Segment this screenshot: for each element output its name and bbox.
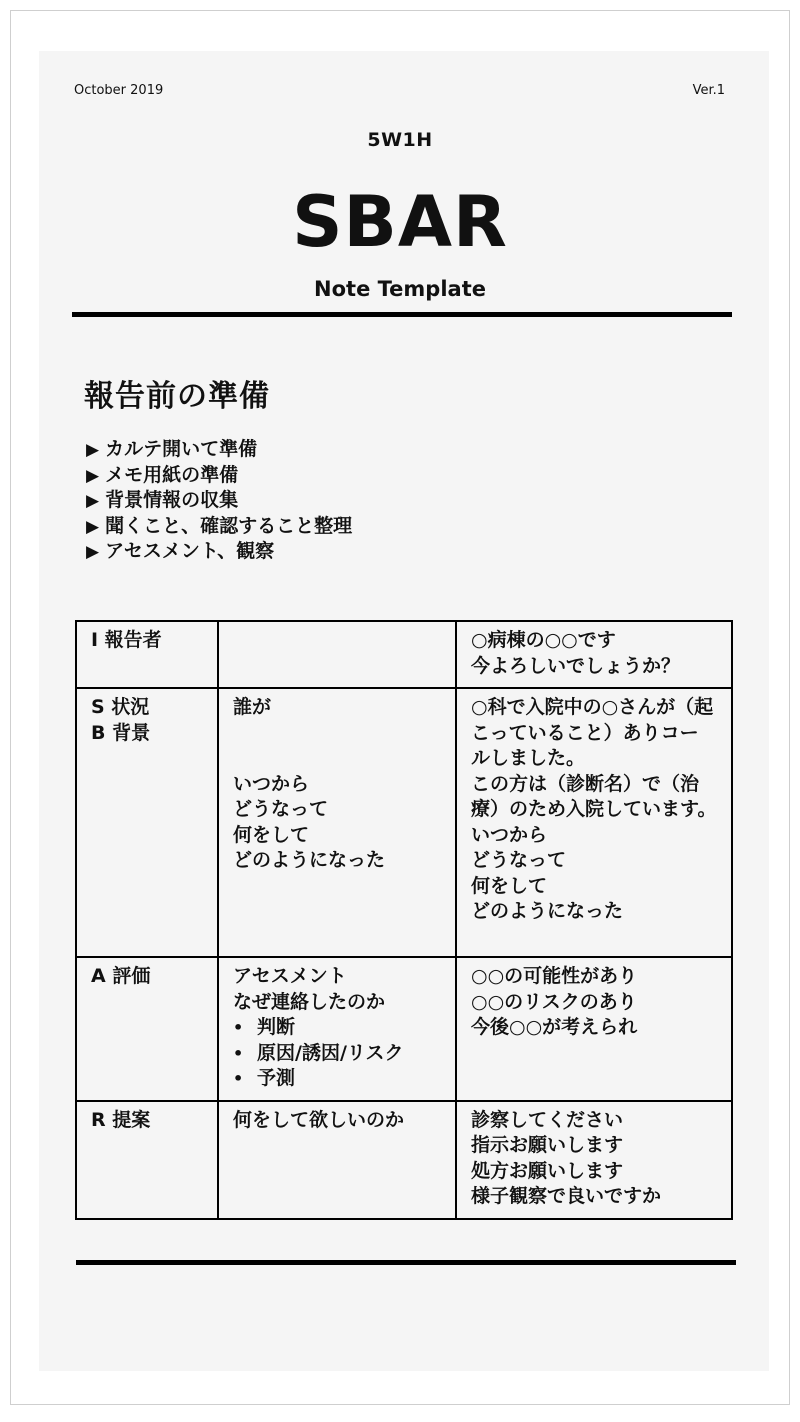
preparation-list <box>86 437 352 565</box>
example-line: 何をして <box>471 874 548 897</box>
example-line: ○科で入院中の○さんが（起こっていること）ありコールしました。 <box>471 696 714 769</box>
list-item: • 判断 <box>233 1015 441 1041</box>
example-line: この方は（診断名）で（治療）のため入院しています。 <box>471 772 717 820</box>
triangle-right-icon: ▶ <box>86 440 100 460</box>
list-item: • 予測 <box>233 1066 441 1092</box>
assessment-bullets <box>233 1015 441 1092</box>
row-label: R 提案 <box>91 1108 151 1131</box>
example-line: 今よろしいでしょうか？ <box>471 654 681 677</box>
sbar-table <box>75 620 733 1220</box>
prompt-line: いつから <box>233 772 310 795</box>
example-line: どのようになった <box>471 900 624 922</box>
tagline: Note Template <box>314 277 486 301</box>
example-line: 今後○○が考えられ <box>471 1016 638 1038</box>
prompt-line: なぜ連絡したのか <box>233 990 386 1013</box>
triangle-right-icon: ▶ <box>86 516 100 537</box>
row-label: A 評価 <box>91 965 151 987</box>
example-line: 診察してください <box>471 1108 624 1131</box>
table-row <box>76 957 732 1101</box>
example-line: 処方お願いします <box>471 1159 624 1182</box>
version-label: Ver.1 <box>692 83 725 98</box>
row-label-cell <box>76 621 218 688</box>
list-item: ▶ メモ用紙の準備 <box>86 463 239 486</box>
example-line: ○病棟の○○です <box>471 629 616 651</box>
example-line: いつから <box>471 823 548 846</box>
list-item: ▶ 聞くこと、確認すること整理 <box>86 514 353 537</box>
prompt-cell <box>218 621 456 688</box>
list-item: ▶ 背景情報の収集 <box>86 489 239 511</box>
prompt-line: 何をして <box>233 823 310 846</box>
prompt-line: 何をして欲しいのか <box>233 1108 405 1131</box>
row-label-cell <box>76 957 218 1101</box>
example-cell <box>456 1101 732 1219</box>
prompt-line: どうなって <box>233 798 329 820</box>
example-line: どうなって <box>471 849 567 871</box>
top-divider <box>72 312 732 317</box>
example-line: 指示お願いします <box>471 1134 624 1156</box>
prompt-cell <box>218 688 456 957</box>
table-row <box>76 621 732 688</box>
example-line: ○○のリスクのあり <box>471 990 637 1013</box>
list-item: ▶ アセスメント、観察 <box>86 540 275 562</box>
row-label-cell <box>76 1101 218 1219</box>
subtitle: 5W1H <box>367 129 433 151</box>
example-cell <box>456 957 732 1101</box>
triangle-right-icon: ▶ <box>86 542 100 562</box>
date-label: October 2019 <box>74 83 164 98</box>
section-heading: 報告前の準備 <box>84 379 270 414</box>
example-cell <box>456 621 732 688</box>
list-item: ▶ カルテ開いて準備 <box>86 438 258 460</box>
row-label-cell <box>76 688 218 957</box>
prompt-line: どのようになった <box>233 849 386 871</box>
prompt-cell <box>218 1101 456 1219</box>
example-line: ○○の可能性があり <box>471 965 638 987</box>
prompt-line: 誰が <box>233 696 272 718</box>
bottom-divider <box>76 1260 736 1265</box>
note-page <box>39 51 769 1371</box>
triangle-right-icon: ▶ <box>86 465 100 486</box>
table-row <box>76 688 732 957</box>
page-title: SBAR <box>292 181 508 263</box>
triangle-right-icon: ▶ <box>86 491 100 511</box>
example-cell <box>456 688 732 957</box>
prompt-cell <box>218 957 456 1101</box>
row-label: S 状況 <box>91 696 150 718</box>
list-item: • 原因/誘因/リスク <box>233 1041 441 1067</box>
table-row <box>76 1101 732 1219</box>
example-line: 様子観察で良いですか <box>471 1185 662 1207</box>
row-label: B 背景 <box>91 721 151 744</box>
row-label: I 報告者 <box>91 629 162 651</box>
prompt-line: アセスメント <box>233 965 347 987</box>
